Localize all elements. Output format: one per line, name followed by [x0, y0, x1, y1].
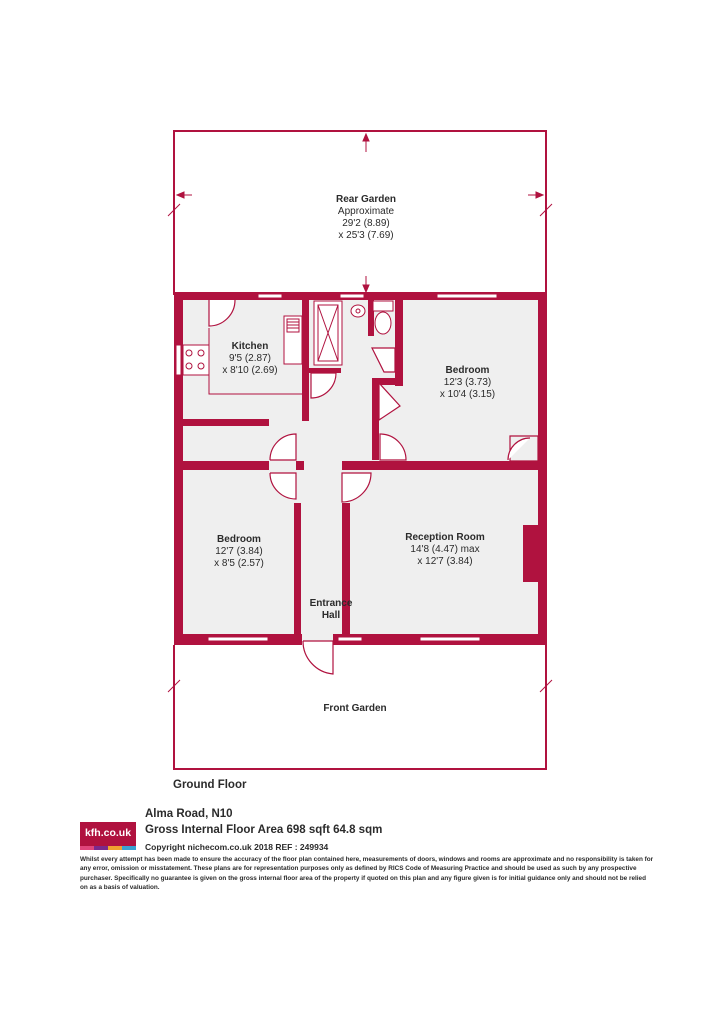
logo-stripe-4 [122, 846, 136, 850]
logo-stripe-1 [80, 846, 94, 850]
kfh-logo [80, 822, 136, 850]
rear-garden-approx: Approximate [337, 206, 395, 217]
entrance-hall-line2: Hall [321, 610, 341, 621]
kitchen-name: Kitchen [231, 341, 269, 352]
bedroom-rear-dim2: x 10'4 (3.15) [439, 389, 496, 400]
bedroom-front-label [193, 534, 285, 570]
logo-stripe-3 [108, 846, 122, 850]
kitchen-label [205, 341, 295, 377]
logo-stripe-2 [94, 846, 108, 850]
front-garden-name: Front Garden [323, 703, 387, 714]
rear-garden-name: Rear Garden [335, 194, 397, 205]
property-address: Alma Road, N10 [145, 808, 233, 820]
rear-garden-label [310, 194, 422, 242]
reception-name: Reception Room [405, 532, 485, 543]
bedroom-front-name: Bedroom [217, 534, 261, 545]
floor-area: Gross Internal Floor Area 698 sqft 64.8 sqm [145, 824, 383, 836]
entrance-hall-line1: Entrance [309, 598, 353, 609]
bedroom-front-dim2: x 8'5 (2.57) [214, 558, 264, 569]
bedroom-rear-name: Bedroom [445, 365, 490, 376]
logo-text: kfh.co.uk [84, 827, 132, 839]
floor-label: Ground Floor [173, 779, 247, 791]
reception-dim1: 14'8 (4.47) max [410, 544, 480, 555]
kitchen-dim1: 9'5 (2.87) [229, 353, 271, 364]
rear-garden-dim1: 29'2 (8.89) [342, 218, 390, 229]
bedroom-rear-dim1: 12'3 (3.73) [443, 377, 492, 388]
copyright: Copyright nichecom.co.uk 2018 REF : 249934 [145, 842, 329, 852]
entrance-hall-label [301, 598, 361, 622]
reception-dim2: x 12'7 (3.84) [417, 556, 473, 567]
kitchen-dim2: x 8'10 (2.69) [222, 365, 278, 376]
reception-label [390, 532, 500, 568]
disclaimer: Whilst every attempt has been made to ensure the accuracy of the floor plan contained here, measurements of doors, windows and rooms are approximate and no responsibility is taken for any error, omission or misstatement. These plans are for representation purposes only as defined by RICS Code of Measuring Practice and should be used as such by any prospective purchaser. Specifically no guarantee is given on the gross internal floor area of the property if quoted on this plan and any figure given is for initial guidance only and should not be relied on as a basis of valuation. [80, 856, 654, 891]
bedroom-front-dim1: 12'7 (3.84) [215, 546, 263, 557]
front-garden-label [300, 703, 410, 715]
rear-garden-dim2: x 25'3 (7.69) [338, 230, 394, 241]
front-garden-markers [168, 680, 552, 692]
bedroom-rear-label [420, 365, 515, 401]
